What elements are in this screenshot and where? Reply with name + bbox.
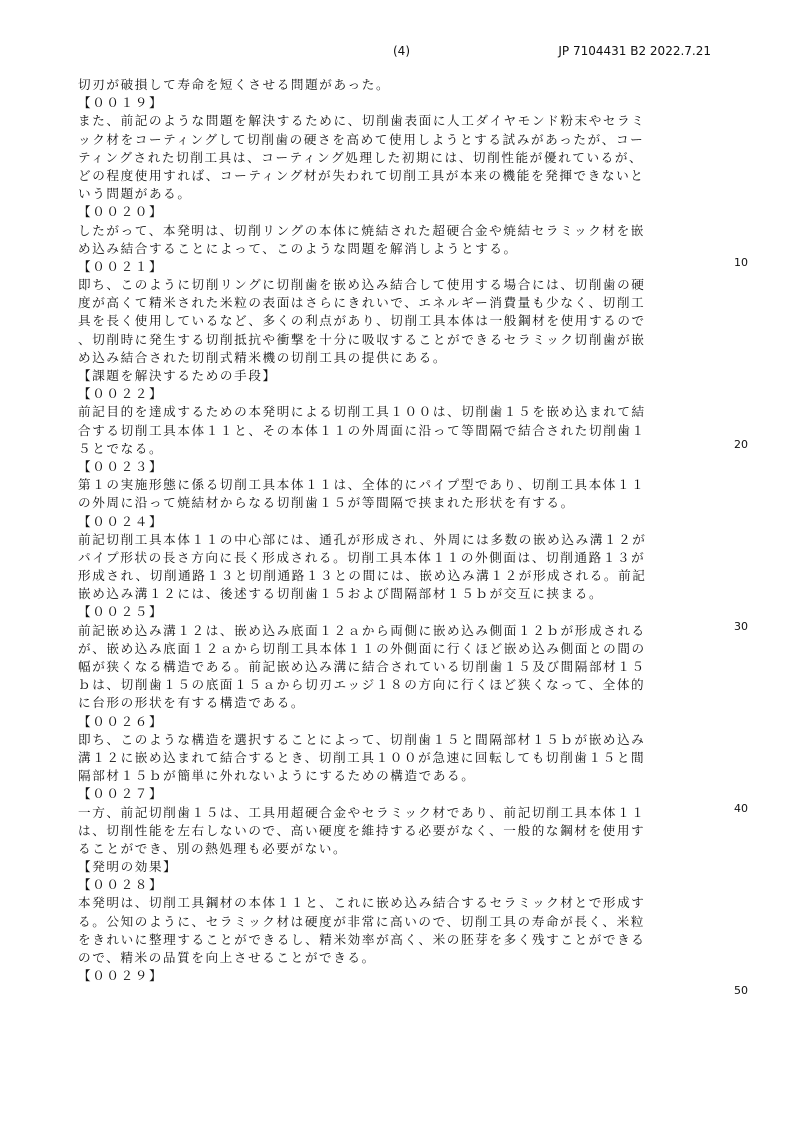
text-line: ることができ、別の熱処理も必要がない。 xyxy=(78,840,348,856)
text-line: 第１の実施形態に係る切削工具本体１１は、全体的にパイプ型であり、切削工具本体１１ xyxy=(78,477,646,493)
text-line: いう問題がある。 xyxy=(78,186,192,202)
text-line: ので、精米の品質を向上させることができる。 xyxy=(78,950,376,965)
section-heading: 【００２５】 xyxy=(78,604,164,620)
text-line: め込み結合された切削式精米機の切削工具の提供にある。 xyxy=(78,349,448,365)
text-line: また、前記のような問題を解決するために、切削歯表面に人工ダイヤモンド粉末やセラミ xyxy=(78,113,646,129)
text-line: ック材をコーティングして切削歯の硬さを高めて使用しようとする試みがあったが、コー xyxy=(78,131,645,147)
text-line: め込み結合することによって、このような問題を解消しようとする。 xyxy=(78,240,518,256)
text-line: 溝１２に嵌め込まれて結合するとき、切削工具１００が急速に回転しても切削歯１５と間 xyxy=(78,749,646,765)
text-line: パイプ形状の長さ方向に長く形成される。切削工具本体１１の外側面は、切削通路１３が xyxy=(78,549,646,565)
text-line: 幅が狭くなる構造である。前記嵌め込み溝に結合されている切削歯１５及び間隔部材１５ xyxy=(78,659,646,674)
text-line: どの程度使用すれば、コーティング材が失われて切削工具が本来の機能を発揮できないと xyxy=(78,167,645,183)
text-line: は、切削性能を左右しないので、高い硬度を維持する必要がなく、一般的な鋼材を使用す xyxy=(78,822,646,838)
section-heading: 【００２９】 xyxy=(78,968,164,984)
text-line: ５とでなる。 xyxy=(78,440,164,456)
text-line: 前記嵌め込み溝１２は、嵌め込み底面１２ａから両側に嵌め込み側面１２ｂが形成される xyxy=(78,622,646,638)
text-line: をきれいに整理することができるし、精米効率が高く、米の胚芽を多く残すことができる xyxy=(78,931,646,947)
page-number: (4) xyxy=(393,44,410,58)
line-number-40: 40 xyxy=(734,802,748,815)
section-heading: 【発明の効果】 xyxy=(78,859,178,875)
section-heading: 【００２３】 xyxy=(78,458,164,474)
text-line: 、切削時に発生する切削抵抗や衝撃を十分に吸収することができるセラミック切削歯が嵌 xyxy=(78,331,646,347)
text-line: ｂは、切削歯１５の底面１５ａから切刃エッジ１８の方向に行くほど狭くなって、全体的 xyxy=(78,677,646,693)
text-line: ティングされた切削工具は、コーティング処理した初期には、切削性能が優れているが、 xyxy=(78,149,644,165)
text-line: 即ち、このような構造を選択することによって、切削歯１５と間隔部材１５ｂが嵌め込み xyxy=(78,731,646,747)
section-heading: 【００２４】 xyxy=(78,513,164,529)
text-line: 前記切削工具本体１１の中心部には、通孔が形成され、外周には多数の嵌め込み溝１２が xyxy=(78,531,647,547)
text-line: の外周に沿って焼結材からなる切削歯１５が等間隔で挟まれた形状を有する。 xyxy=(78,495,575,511)
line-number-50: 50 xyxy=(734,984,748,997)
text-line: 度が高くて精米された米粒の表面はさらにきれいで、エネルギー消費量も少なく、切削工 xyxy=(78,295,646,311)
text-line: が、嵌め込み底面１２ａから切削工具本体１１の外側面に行くほど嵌め込み側面との間の xyxy=(78,640,646,656)
text-line: したがって、本発明は、切削リングの本体に焼結された超硬合金や焼結セラミック材を嵌 xyxy=(78,222,645,238)
section-heading: 【００１９】 xyxy=(78,95,164,111)
text-line: 切刃が破損して寿命を短くさせる問題があった。 xyxy=(78,77,391,92)
line-number-30: 30 xyxy=(734,620,748,633)
text-line: 即ち、このように切削リングに切削歯を嵌め込み結合して使用する場合には、切削歯の硬 xyxy=(78,277,646,293)
text-line: 合する切削工具本体１１と、その本体１１の外周面に沿って等間隔で結合された切削歯１ xyxy=(78,422,646,438)
section-heading: 【課題を解決するための手段】 xyxy=(78,368,277,383)
section-heading: 【００２８】 xyxy=(78,877,164,893)
text-line: る。公知のように、セラミック材は硬度が非常に高いので、切削工具の寿命が長く、米粒 xyxy=(78,913,645,929)
section-heading: 【００２０】 xyxy=(78,204,164,220)
document-body xyxy=(78,76,720,985)
text-line: 嵌め込み溝１２には、後述する切削歯１５および間隔部材１５ｂが交互に挟まる。 xyxy=(78,586,604,602)
section-heading: 【００２１】 xyxy=(78,258,164,274)
text-line: 本発明は、切削工具鋼材の本体１１と、これに嵌め込み結合するセラミック材とで形成す xyxy=(78,895,646,911)
text-line: 前記目的を達成するための本発明による切削工具１００は、切削歯１５を嵌め込まれて結 xyxy=(78,404,646,420)
page-header xyxy=(0,44,800,64)
document-id: JP 7104431 B2 2022.7.21 xyxy=(558,44,711,58)
section-heading: 【００２６】 xyxy=(78,713,164,729)
text-line: 隔部材１５ｂが簡単に外れないようにするための構造である。 xyxy=(78,768,476,784)
text-line: 形成され、切削通路１３と切削通路１３との間には、嵌め込み溝１２が形成される。前記 xyxy=(78,568,647,584)
line-number-10: 10 xyxy=(734,256,748,269)
text-line: 具を長く使用しているなど、多くの利点があり、切削工具本体は一般鋼材を使用するので xyxy=(78,313,646,329)
text-line: 一方、前記切削歯１５は、工具用超硬合金やセラミック材であり、前記切削工具本体１１ xyxy=(78,804,646,820)
section-heading: 【００２７】 xyxy=(78,786,164,802)
text-line: に台形の形状を有する構造である。 xyxy=(78,695,306,711)
line-number-20: 20 xyxy=(734,438,748,451)
section-heading: 【００２２】 xyxy=(78,386,164,402)
